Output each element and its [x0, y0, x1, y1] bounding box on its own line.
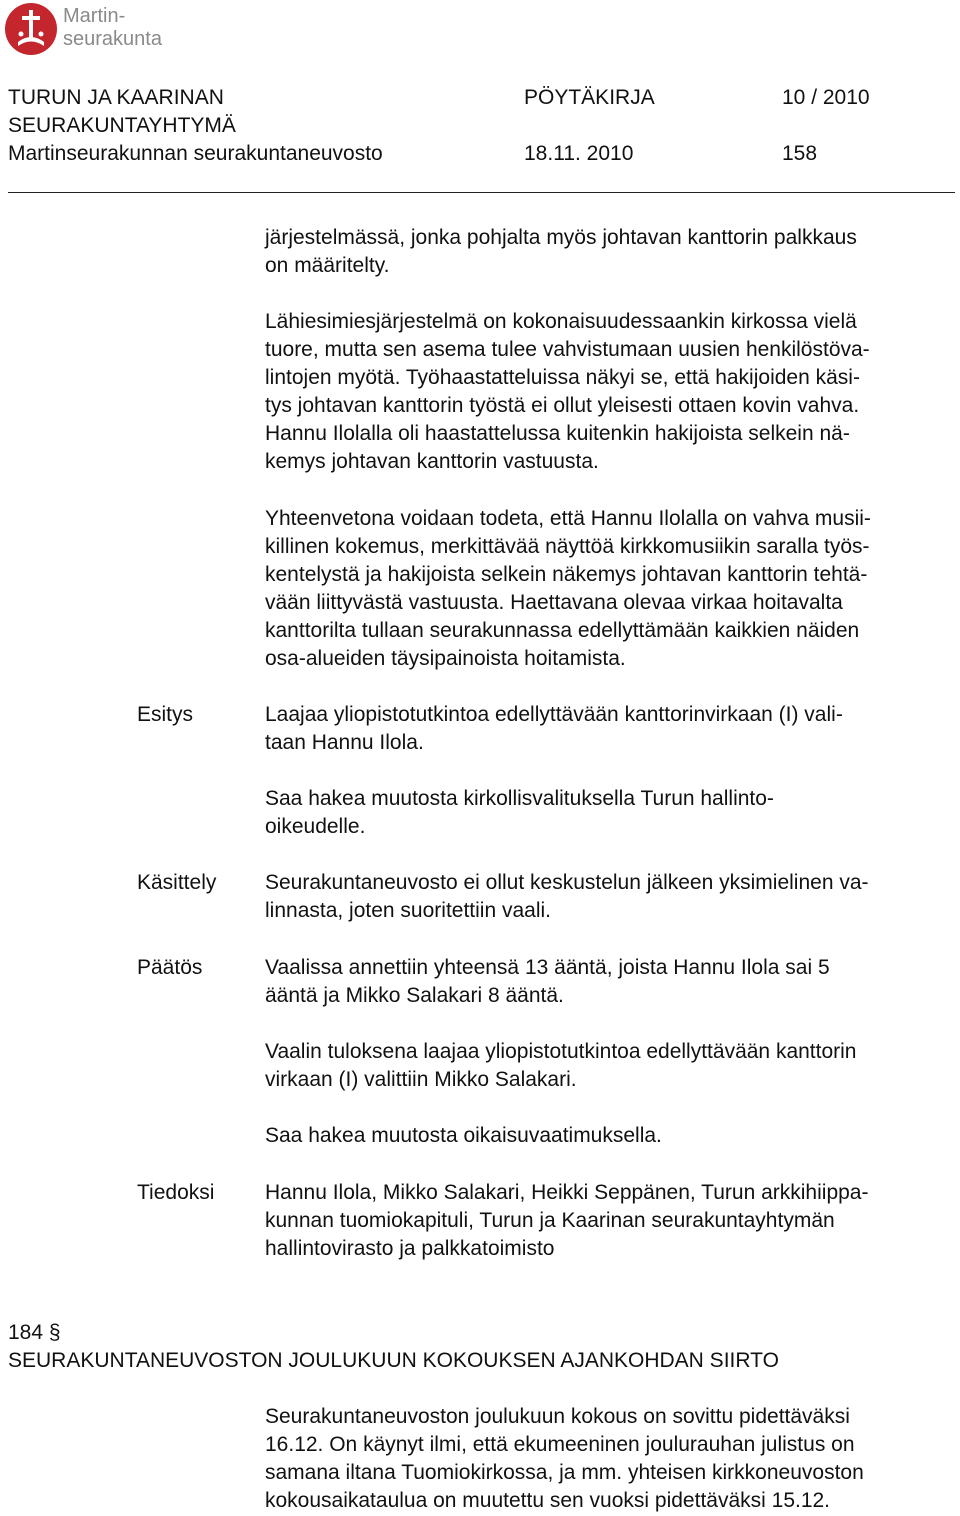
esitys-appeal-note: Saa hakea muutosta kirkollisvalituksella Turun hallinto- oikeudelle. [265, 787, 774, 838]
section-number: 184 § [8, 1321, 61, 1344]
section-184-text: Seurakuntaneuvoston joulukuun kokous on sovittu pidettäväksi 16.12. On käynyt ilmi, että ekumeeninen joulurauhan julistus on samana iltana Tuomiokirkossa, ja mm. yhteisen kirkkoneuvoston kokousaikataulua on muutettu sen vuoksi pidettäväksi 15.12. [265, 1405, 864, 1512]
logo-wordmark [63, 5, 162, 51]
doc-number: 10 / 2010 [782, 86, 870, 109]
page-number: 158 [782, 142, 818, 165]
header-divider [8, 192, 955, 193]
esitys-text: Laajaa yliopistotutkintoa edellyttävään kanttorinvirkaan (I) vali- taan Hannu Ilola. [265, 703, 843, 754]
paragraph-3: Yhteenvetona voidaan todeta, että Hannu Ilolalla on vahva musii- killinen kokemus, merkittävää näyttöä kirkkomusiikin saralla työs- kentelystä ja hakijoista selkein näkemys johtavan kanttorin tehtä- vään liittyvästä vastuusta. Haettavana olevaa virkaa hoitavalta kanttorilta tullaan seurakunnassa edellyttämään kaikkien näiden osa-alueiden täysipainoista hoitamista. [265, 507, 871, 670]
church-cross-emblem-icon [4, 2, 58, 56]
paragraph-2: Lähiesimiesjärjestelmä on kokonaisuudessaankin kirkossa vielä tuore, mutta sen asema tulee vahvistumaan uusien henkilöstöva- lintojen myötä. Työhaastatteluissa näkyi se, että hakijoiden käsi- tys johtavan kanttorin työstä ei ollut yleisesti ottaen kovin vahva. Hannu Ilolalla oli haastattelussa kuitenkin hakijoista selkein nä- kemys johtavan kanttorin vastuusta. [265, 310, 870, 473]
doc-type: PÖYTÄKIRJA [524, 86, 655, 109]
org-name-line-1: TURUN JA KAARINAN [8, 86, 224, 109]
tiedoksi-label: Tiedoksi [137, 1181, 215, 1204]
logo-line-2: seurakunta [63, 28, 162, 50]
paatos-label: Päätös [137, 956, 203, 979]
martinseurakunta-logo [4, 2, 162, 56]
paragraph-1: järjestelmässä, jonka pohjalta myös johtavan kanttorin palkkaus on määritelty. [265, 226, 857, 277]
logo-line-1: Martin- [63, 5, 126, 27]
paatos-appeal-note: Saa hakea muutosta oikaisuvaatimuksella. [265, 1124, 662, 1147]
tiedoksi-text: Hannu Ilola, Mikko Salakari, Heikki Seppänen, Turun arkkihiippa- kunnan tuomiokapituli, Turun ja Kaarinan seurakuntayhtymän hallintovirasto ja palkkatoimisto [265, 1181, 869, 1260]
org-name-line-2: SEURAKUNTAYHTYMÄ [8, 114, 236, 137]
paatos-result: Vaalin tuloksena laajaa yliopistotutkintoa edellyttävään kanttorin virkaan (I) valittiin Mikko Salakari. [265, 1040, 857, 1091]
paatos-text: Vaalissa annettiin yhteensä 13 ääntä, joista Hannu Ilola sai 5 ääntä ja Mikko Salakari 8 ääntä. [265, 956, 830, 1007]
kasittely-label: Käsittely [137, 871, 217, 894]
esitys-label: Esitys [137, 703, 194, 726]
org-name-line-3: Martinseurakunnan seurakuntaneuvosto [8, 142, 383, 165]
section-title: SEURAKUNTANEUVOSTON JOULUKUUN KOKOUKSEN AJANKOHDAN SIIRTO [8, 1349, 779, 1372]
meeting-date: 18.11. 2010 [524, 142, 634, 165]
kasittely-text: Seurakuntaneuvosto ei ollut keskustelun jälkeen yksimielinen va- linnasta, joten suoritettiin vaali. [265, 871, 869, 922]
